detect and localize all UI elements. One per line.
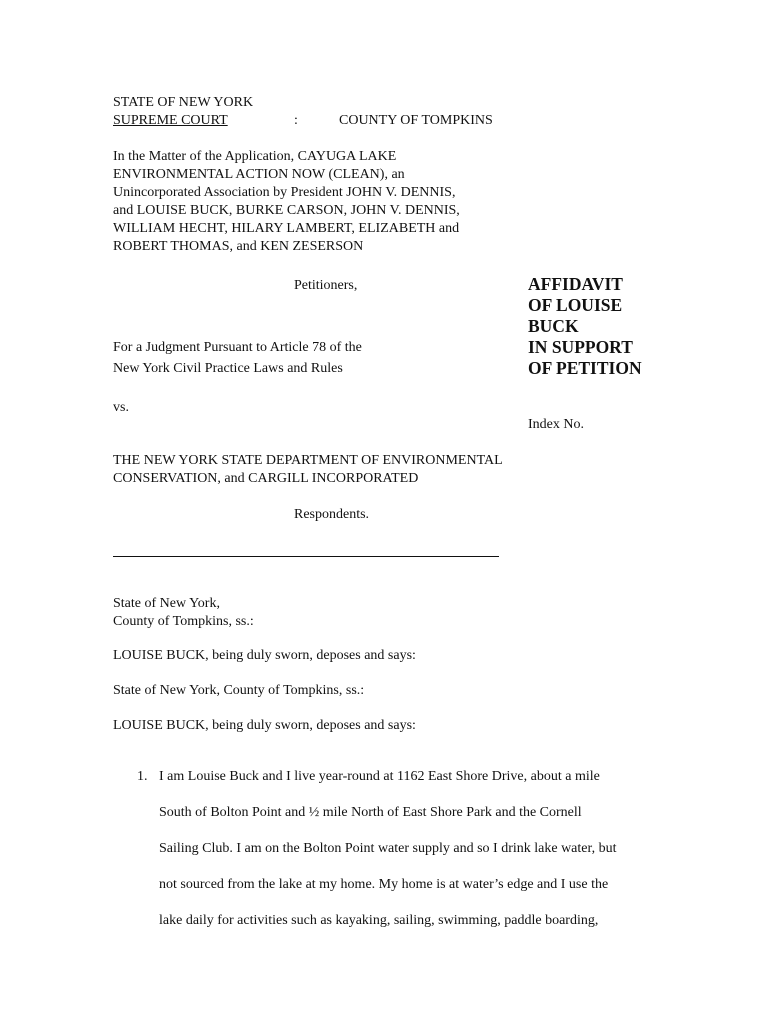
caption-county: COUNTY OF TOMPKINS xyxy=(339,113,493,128)
versus-label: vs. xyxy=(113,400,129,415)
caption-state: STATE OF NEW YORK xyxy=(113,95,254,110)
matter-line-6: ROBERT THOMAS, and KEN ZESERSON xyxy=(113,239,364,254)
paragraph-line-2: South of Bolton Point and ½ mile North of East Shore Park and the Cornell xyxy=(159,805,582,820)
paragraph-number: 1. xyxy=(137,769,148,784)
matter-line-3: Unincorporated Association by President JOHN V. DENNIS, xyxy=(113,185,456,200)
venue-state: State of New York, xyxy=(113,596,220,611)
sworn-statement-1: LOUISE BUCK, being duly sworn, deposes and says: xyxy=(113,648,416,663)
respondents-line-2: CONSERVATION, and CARGILL INCORPORATED xyxy=(113,471,419,486)
index-number-label: Index No. xyxy=(528,417,584,432)
caption-court-line xyxy=(113,112,507,130)
matter-line-4: and LOUISE BUCK, BURKE CARSON, JOHN V. DENNIS, xyxy=(113,203,460,218)
caption-court: SUPREME COURT xyxy=(113,113,228,128)
affidavit-title-line-5: OF PETITION xyxy=(528,358,642,378)
affidavit-title-line-2: OF LOUISE xyxy=(528,295,623,315)
affidavit-title-line-3: BUCK xyxy=(528,316,579,336)
caption-colon: : xyxy=(294,113,298,128)
venue-county: County of Tompkins, ss.: xyxy=(113,614,254,629)
matter-line-1: In the Matter of the Application, CAYUGA LAKE xyxy=(113,149,397,164)
matter-line-2: ENVIRONMENTAL ACTION NOW (CLEAN), an xyxy=(113,167,405,182)
sworn-statement-2: LOUISE BUCK, being duly sworn, deposes and says: xyxy=(113,718,416,733)
paragraph-line-1: I am Louise Buck and I live year-round at 1162 East Shore Drive, about a mile xyxy=(159,769,600,784)
judgment-line-2: New York Civil Practice Laws and Rules xyxy=(113,361,343,376)
respondents-line-1: THE NEW YORK STATE DEPARTMENT OF ENVIRONMENTAL xyxy=(113,453,503,468)
affidavit-title-line-4: IN SUPPORT xyxy=(528,337,633,357)
paragraph-line-4: not sourced from the lake at my home. My home is at water’s edge and I use the xyxy=(159,877,609,892)
paragraph-line-5: lake daily for activities such as kayaking, sailing, swimming, paddle boarding, xyxy=(159,913,599,928)
matter-line-5: WILLIAM HECHT, HILARY LAMBERT, ELIZABETH and xyxy=(113,221,460,236)
affidavit-title-line-1: AFFIDAVIT xyxy=(528,274,623,294)
paragraph-line-3: Sailing Club. I am on the Bolton Point water supply and so I drink lake water, but xyxy=(159,841,617,856)
respondents-label: Respondents. xyxy=(294,507,370,522)
venue-inline: State of New York, County of Tompkins, ss.: xyxy=(113,683,365,698)
caption-divider xyxy=(113,556,499,557)
petitioners-label: Petitioners, xyxy=(294,278,358,293)
judgment-line-1: For a Judgment Pursuant to Article 78 of the xyxy=(113,340,362,355)
